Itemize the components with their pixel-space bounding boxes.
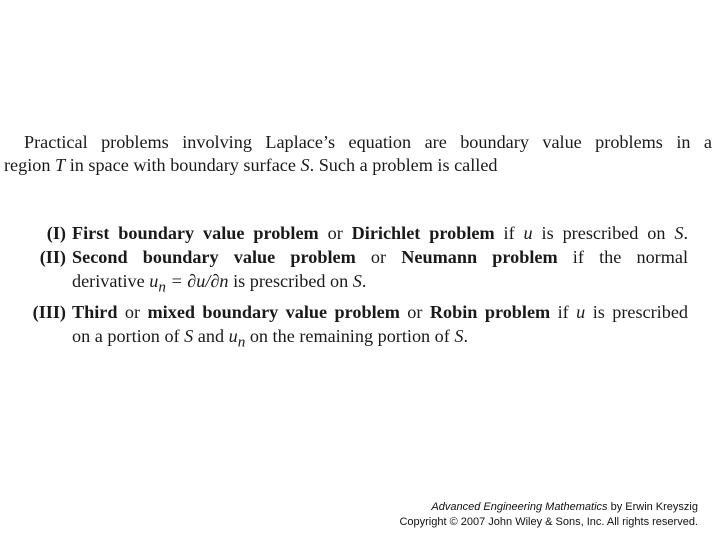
text: or <box>399 301 430 322</box>
item-line <box>72 324 688 355</box>
item-line <box>72 221 688 245</box>
region-symbol: T <box>55 155 66 175</box>
text: or <box>318 223 352 243</box>
subscript-n: n <box>158 278 166 296</box>
problem-list <box>24 221 688 354</box>
variable-u: u <box>576 301 586 322</box>
subscript-n: n <box>237 333 246 351</box>
variable-u: u <box>228 325 238 346</box>
author-credit: by Erwin Kreyszig <box>607 501 698 513</box>
text: or <box>117 301 148 322</box>
intro-line-2 <box>4 154 712 177</box>
text: if <box>494 223 524 243</box>
normal-derivative-formula: = ∂u/∂n <box>165 271 229 291</box>
item-line <box>72 300 688 324</box>
text: if <box>550 301 577 322</box>
item-body <box>72 300 688 355</box>
book-title: Advanced Engineering Mathematics <box>431 501 608 513</box>
intro-paragraph <box>4 131 712 177</box>
copyright-footer <box>399 500 698 530</box>
variable-s: S <box>184 325 194 346</box>
text: . <box>683 223 688 243</box>
text: is prescribed on <box>532 223 675 243</box>
item-body <box>72 245 688 300</box>
item-number: (I) <box>46 223 66 243</box>
text: . <box>361 271 367 291</box>
text: if the normal <box>557 247 688 267</box>
intro-text: . Such a problem is called <box>309 155 498 175</box>
item-line <box>72 269 688 300</box>
list-item-neumann <box>24 245 688 300</box>
copyright-line: Copyright © 2007 John Wiley & Sons, Inc. All rights reserved. <box>399 516 698 528</box>
list-item-dirichlet <box>24 221 688 245</box>
term: Dirichlet problem <box>351 223 495 243</box>
term: Second boundary value problem <box>72 247 356 267</box>
book-credit <box>399 500 698 515</box>
intro-line-1: Practical problems involving Laplace’s equation are boundary value problems in a <box>24 132 712 152</box>
text: or <box>355 247 402 267</box>
text: . <box>463 325 469 346</box>
term: Robin problem <box>429 301 551 322</box>
variable-u: u <box>523 223 533 243</box>
item-line <box>72 245 688 269</box>
term: First boundary value problem <box>72 223 319 243</box>
text: is prescribed <box>585 301 688 322</box>
term: Third <box>72 301 118 322</box>
text: and <box>193 325 229 346</box>
term: mixed boundary value problem <box>147 301 400 322</box>
text: on a portion of <box>72 325 185 346</box>
variable-s: S <box>454 325 464 346</box>
variable-s: S <box>674 223 684 243</box>
intro-text: in space with boundary surface <box>65 155 301 175</box>
item-number: (II) <box>39 247 66 267</box>
item-body <box>72 221 688 245</box>
surface-symbol: S <box>300 155 310 175</box>
variable-u: u <box>149 271 159 291</box>
text: on the remaining portion of <box>245 325 455 346</box>
term: Neumann problem <box>401 247 558 267</box>
text: derivative <box>72 271 150 291</box>
item-number: (III) <box>32 301 66 322</box>
intro-text: region <box>4 155 56 175</box>
variable-s: S <box>352 271 362 291</box>
text: is prescribed on <box>228 271 353 291</box>
list-item-robin <box>24 300 688 355</box>
